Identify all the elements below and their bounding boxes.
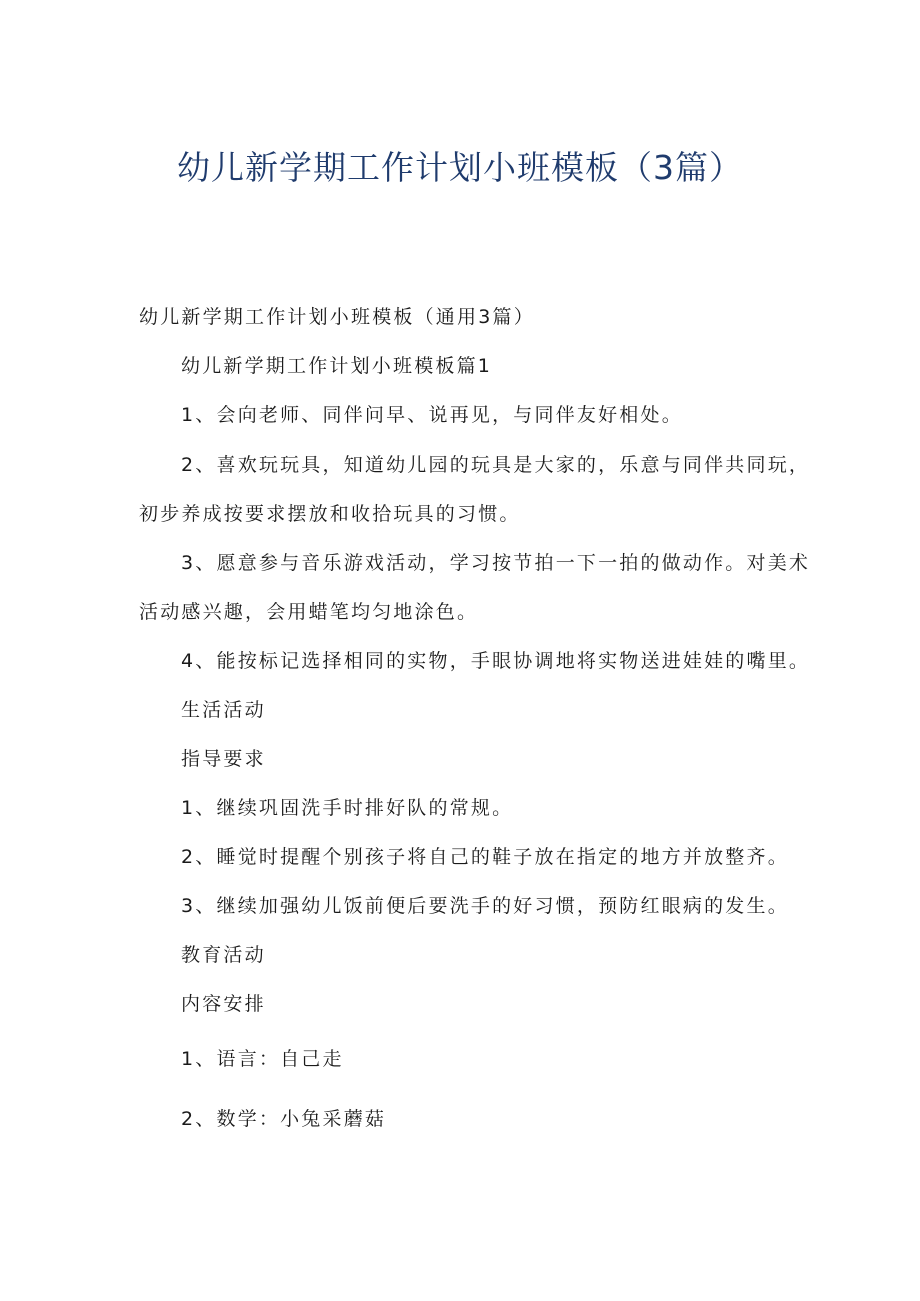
paragraph-line: 3、愿意参与音乐游戏活动，学习按节拍一下一拍的做动作。对美术: [181, 552, 811, 574]
section-heading: 幼儿新学期工作计划小班模板篇1: [181, 355, 493, 377]
list-item: 1、语言：自己走: [181, 1048, 344, 1070]
paragraph-line: 4、能按标记选择相同的实物，手眼协调地将实物送进娃娃的嘴里。: [181, 650, 811, 672]
subheading-line: 内容安排: [181, 993, 266, 1015]
paragraph-line: 1、继续巩固洗手时排好队的常规。: [181, 797, 514, 819]
paragraph-line: 3、继续加强幼儿饭前便后要洗手的好习惯，预防红眼病的发生。: [181, 895, 789, 917]
document-title: 幼儿新学期工作计划小班模板（3篇）: [177, 148, 743, 187]
paragraph-line: 活动感兴趣，会用蜡笔均匀地涂色。: [139, 601, 479, 623]
paragraph-line: 1、会向老师、同伴问早、说再见，与同伴友好相处。: [181, 404, 683, 426]
list-item: 2、数学：小兔采蘑菇: [181, 1108, 387, 1130]
subheading-line: 教育活动: [181, 944, 266, 966]
subheading-line: 生活活动: [181, 699, 266, 721]
subtitle-line: 幼儿新学期工作计划小班模板（通用3篇）: [139, 306, 535, 328]
paragraph-line: 初步养成按要求摆放和收拾玩具的习惯。: [139, 503, 521, 525]
paragraph-line: 2、睡觉时提醒个别孩子将自己的鞋子放在指定的地方并放整齐。: [181, 846, 789, 868]
subheading-line: 指导要求: [181, 748, 266, 770]
paragraph-line: 2、喜欢玩玩具，知道幼儿园的玩具是大家的，乐意与同伴共同玩，: [181, 454, 811, 476]
